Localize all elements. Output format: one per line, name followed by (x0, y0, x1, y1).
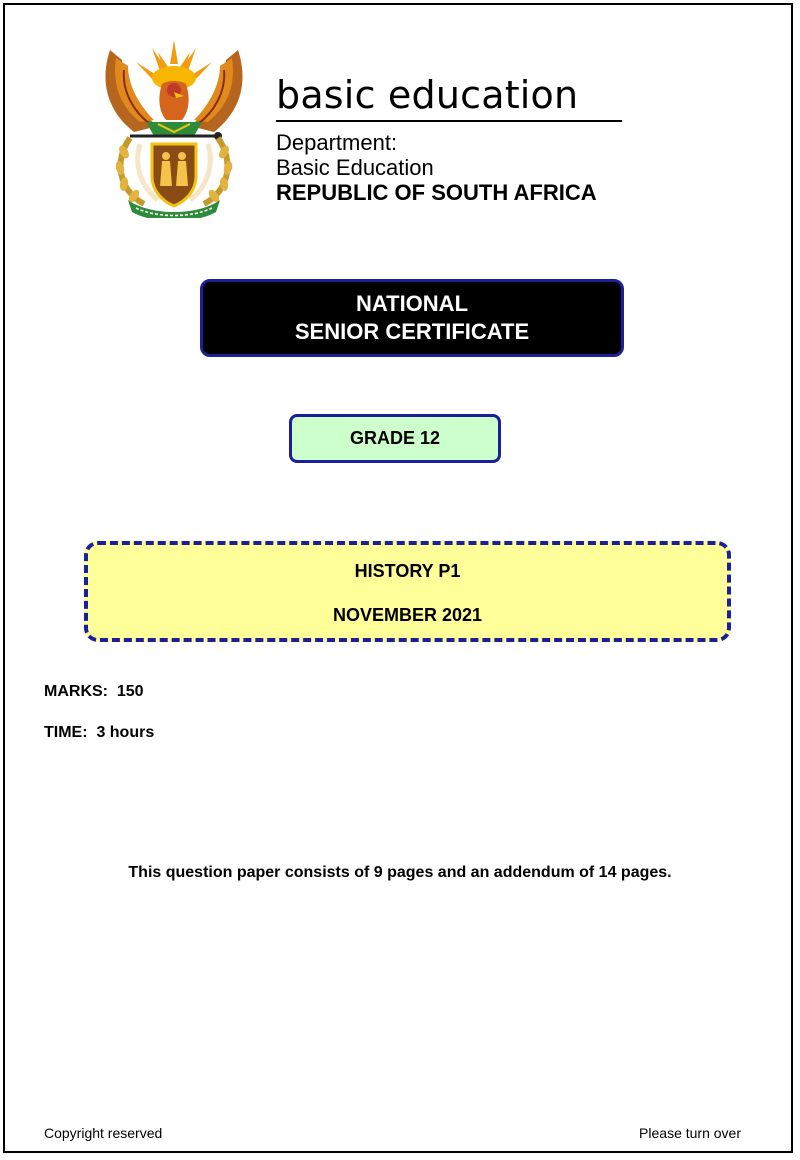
turn-over-footer: Please turn over (639, 1125, 741, 1141)
department-branding (276, 72, 622, 205)
exam-session: NOVEMBER 2021 (332, 605, 483, 625)
certificate-line-1: NATIONAL (355, 291, 469, 316)
department-label: Department: (276, 130, 398, 155)
copyright-footer: Copyright reserved (44, 1125, 163, 1141)
certificate-banner (200, 279, 624, 357)
brand-title: basic education (276, 72, 622, 122)
grade-badge (289, 414, 501, 463)
time-info: TIME: 3 hours (44, 724, 155, 741)
certificate-line-2: SENIOR CERTIFICATE (294, 319, 530, 344)
marks-info: MARKS: 150 (44, 683, 144, 700)
page-count-note: This question paper consists of 9 pages and an addendum of 14 pages. (128, 864, 672, 881)
subject-panel (84, 541, 731, 642)
grade-label: GRADE 12 (349, 428, 441, 448)
subject-title: HISTORY P1 (354, 561, 461, 581)
country-name: REPUBLIC OF SOUTH AFRICA (276, 180, 597, 205)
coat-of-arms-logo (100, 40, 248, 218)
department-name: Basic Education (276, 155, 434, 180)
